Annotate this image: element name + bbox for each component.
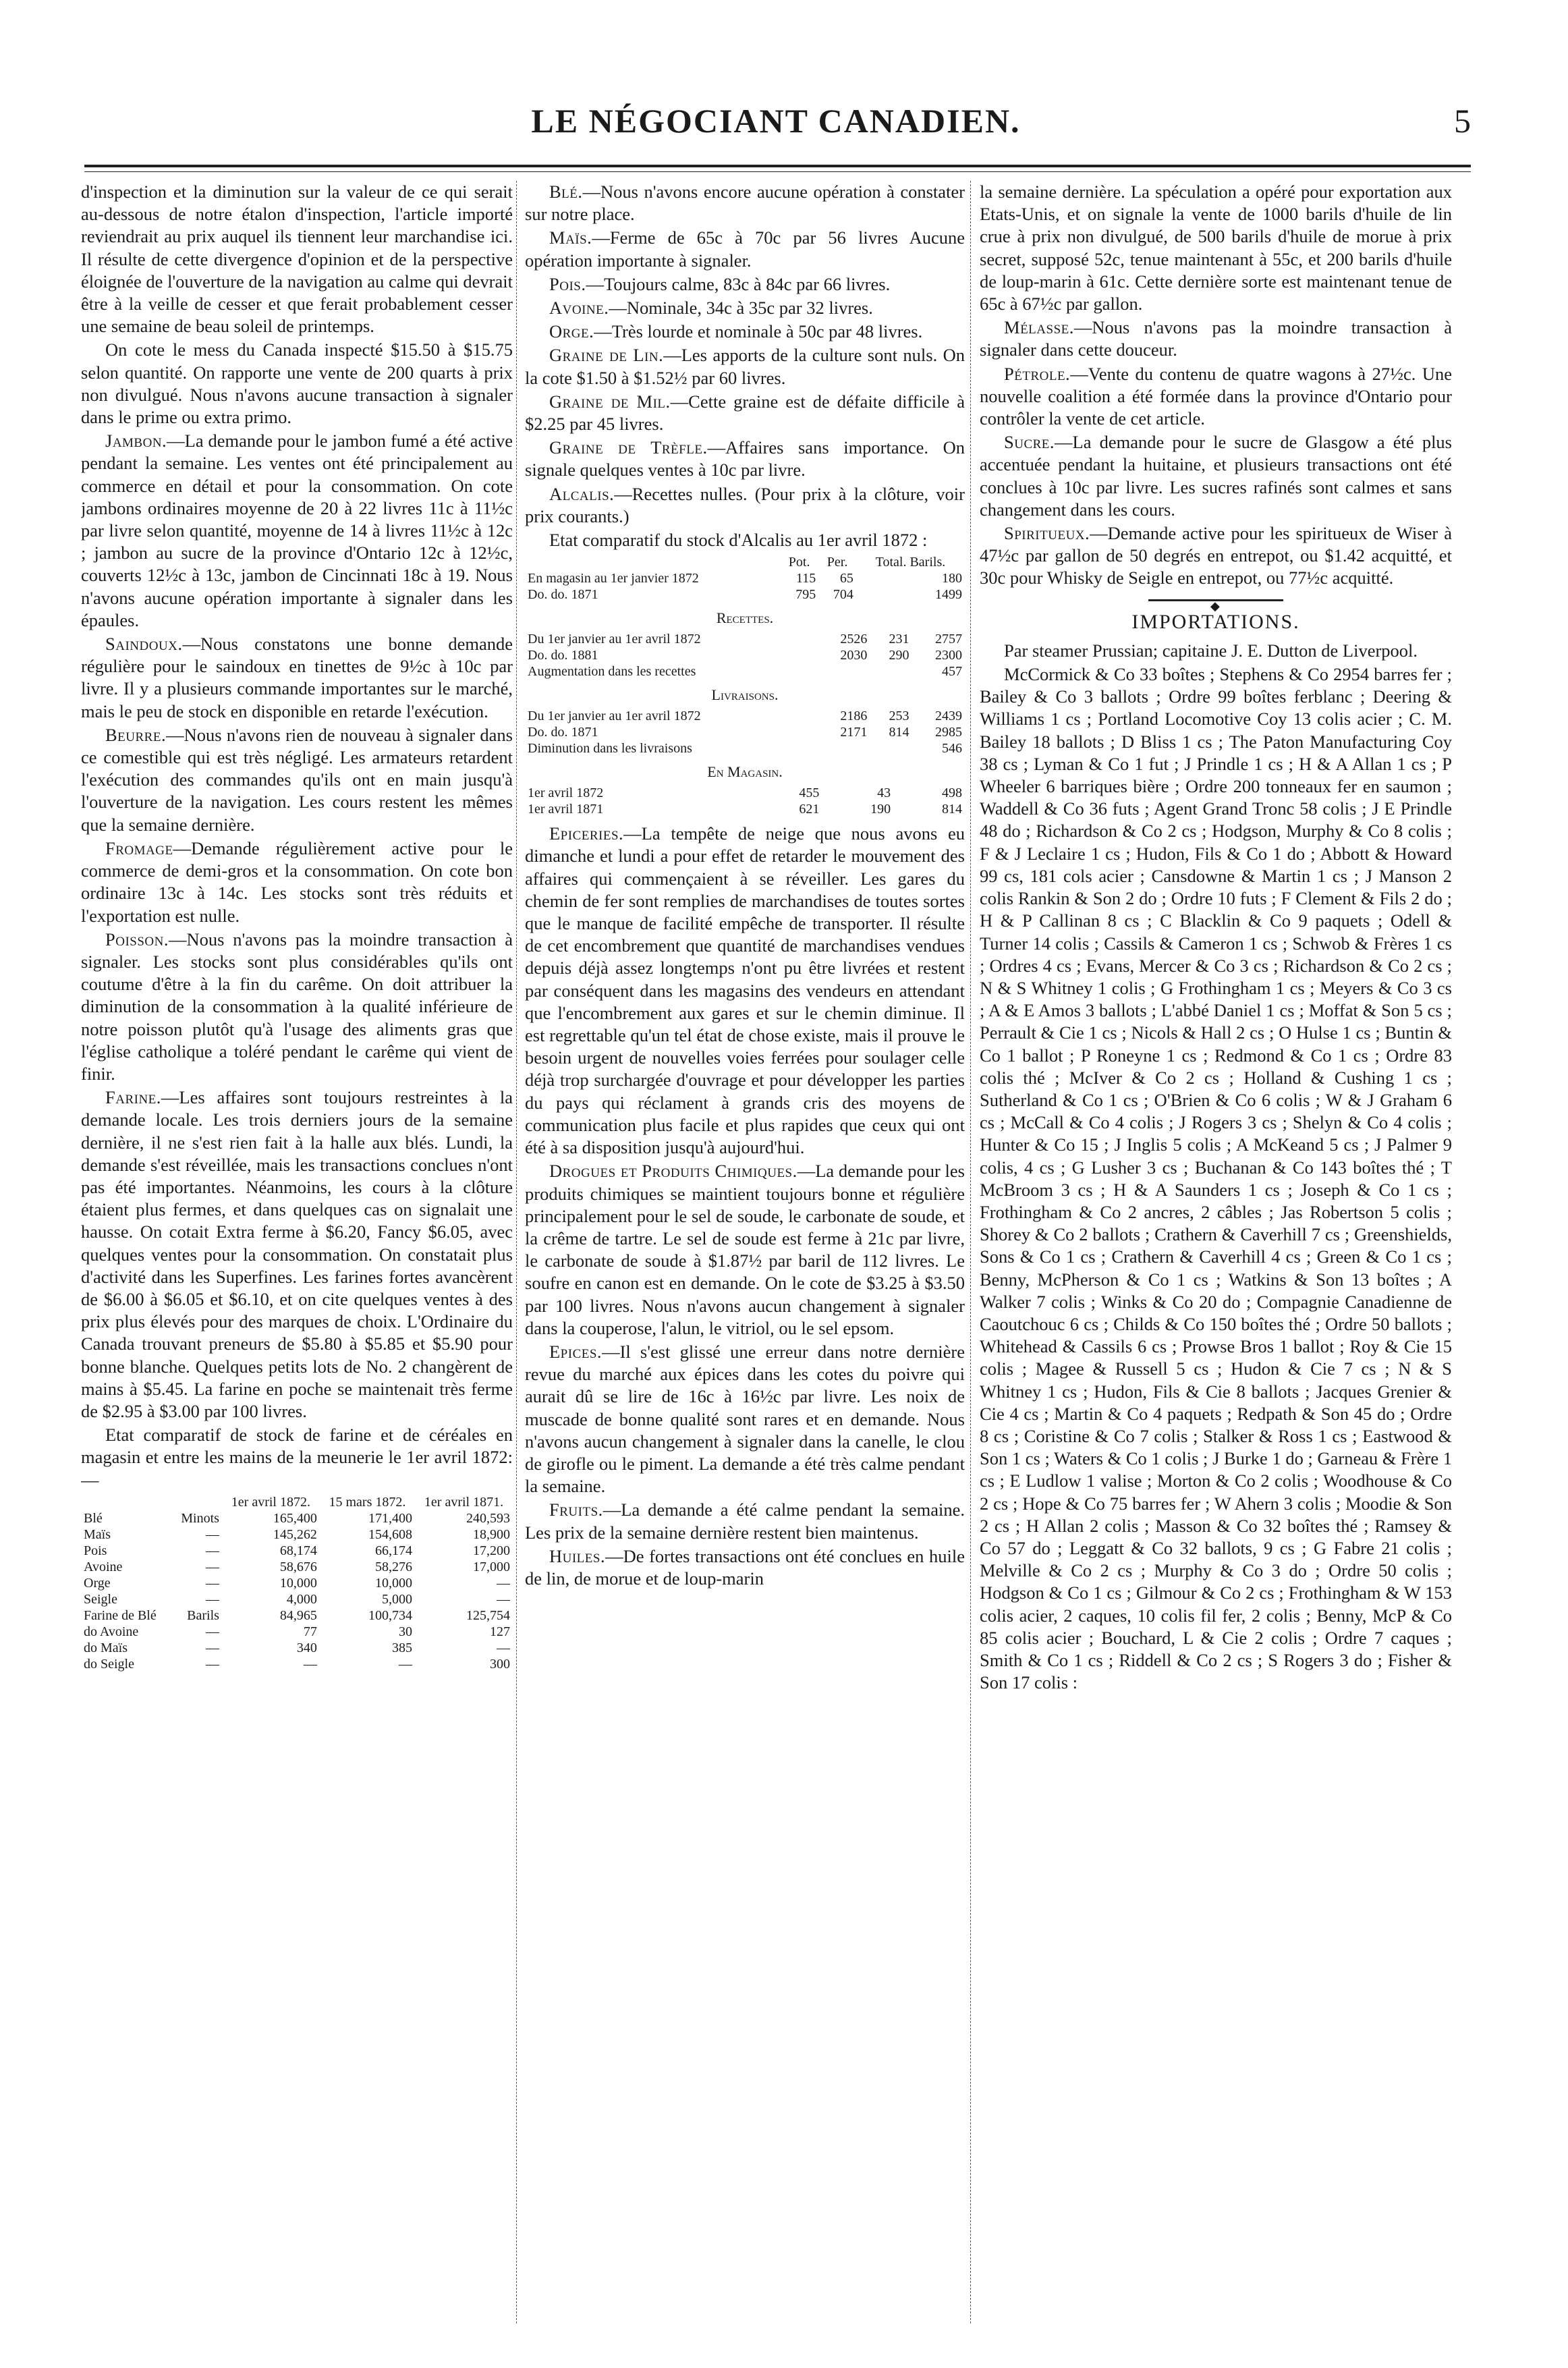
table-row (525, 586, 965, 603)
lead-pois: Pois. (549, 273, 586, 294)
text-orge: —Très lourde et nominale à 50c par 48 livres. (594, 321, 923, 342)
text-beurre: —Nous n'avons rien de nouveau à signaler dans ce comestible qui est très négligé. Les armateurs retardent l'exécution des commandes qu'ils ont en main jusqu'à l'ouverture de la navigation. Les cours restent les mêmes que la semaine dernière. (81, 724, 513, 835)
table-row-label: Du 1er janvier au 1er avril 1872 (528, 632, 701, 647)
table-header-cell (525, 554, 780, 570)
en-magasin-rows (525, 785, 965, 817)
table-cell: 1499 (935, 587, 962, 603)
text-graine-mil: —Cette graine est de défaite difficile à $2.25 par 45 livres. (525, 391, 965, 435)
table-header-cell: 1er avril 1872. (231, 1494, 310, 1510)
alcalis-table-title: Etat comparatif du stock d'Alcalis au 1er avril 1872 : (549, 530, 928, 551)
table-cell (870, 663, 912, 680)
text-pois: —Toujours calme, 83c à 84c par 66 livres. (586, 273, 891, 294)
text-jambon: —La demande pour le jambon fumé a été active pendant la semaine. Les ventes ont été principalement au commerce en détail et pour la consommation. On cote jambons ordinaires moyenne de 20 à 22 livres 11c à 11½c par livre selon quantité, moyenne de 14 à livres 11½c à 12c ; jambon au sucre de la province d'Ontario 12c à 12½c, couverts 12½c à 13c, jambon de Cincinnati 18c à 19. Nous n'avons aucune opération importante à signaler dans les épaules. (81, 431, 513, 630)
table-cell: 68,174 (279, 1543, 317, 1558)
paragraph-epices (525, 1341, 965, 1497)
text-drogues: —La demande pour les produits chimiques se maintient toujours bonne et régulière principalement pour le sel de soude, le carbonate de soude, et la crême de tartre. Le sel de soude est ferme à 21c par livre, le carbonate de soude à $1.87½ par baril de 112 livres. Le soufre en canon est en demande. On le cote de $3.25 à $3.50 par 100 livres. Nous n'avons aucun changement à signaler dans la couperose, l'alun, le vitriol, ou le sel epsom. (525, 1161, 965, 1338)
lead-orge: Orge. (549, 321, 594, 342)
table-cell: 814 (942, 802, 962, 817)
table-cell: 546 (942, 741, 962, 756)
table-row-label: do Seigle (84, 1656, 134, 1672)
table-row (525, 708, 965, 724)
text-epices: —Il s'est glissé une erreur dans notre dernière revue du marché aux épices dans les cotes du poivre qui aurait dû se lire de 16c à 16½c par livre. Les noix de muscade de bonne qualité sont rares et en demande. Nous n'avons aucun changement à signaler dans la canelle, le clou de girofle ou le piment. La demande a été très calme pendant la semaine. (525, 1341, 965, 1497)
paragraph-steamer: Par steamer Prussian; capitaine J. E. Dutton de Liverpool. (1004, 640, 1418, 661)
table-row-label: Do. do. 1881 (528, 648, 598, 663)
table-cell: 171,400 (368, 1510, 413, 1526)
table-row (81, 1656, 513, 1672)
recettes-rows (525, 631, 965, 680)
table-cell: — (205, 1640, 219, 1655)
table-row (81, 1559, 513, 1575)
stock-table-body (81, 1510, 513, 1672)
table-cell: — (205, 1624, 219, 1639)
table-cell: 18,900 (473, 1526, 510, 1542)
table-cell: 2985 (935, 725, 962, 740)
table-row (81, 1526, 513, 1543)
lead-jambon: Jambon. (105, 431, 167, 451)
text-melasse: —Nous n'avons pas la moindre transaction à signaler dans cette douceur. (980, 317, 1452, 360)
table-row-label: Avoine (84, 1559, 123, 1574)
table-row-label: Augmentation dans les recettes (528, 664, 696, 680)
lead-saindoux: Saindoux. (105, 634, 183, 655)
table-row-label: Diminution dans les livraisons (528, 741, 692, 756)
text-huiles: —De fortes transactions ont été conclues en huile de lin, de morue et de loup-marin (525, 1545, 965, 1589)
table-row (81, 1640, 513, 1656)
table-row-label: Do. do. 1871 (528, 587, 598, 603)
table-row (525, 801, 965, 817)
paragraph-petrole (980, 363, 1452, 431)
table-cell: — (205, 1591, 219, 1607)
table-cell: 498 (942, 786, 962, 801)
table-row-label: Maïs (84, 1526, 111, 1542)
paragraph-poisson (81, 929, 513, 1085)
table-header-cell (171, 1494, 222, 1510)
page-header (81, 101, 1471, 162)
paragraph-huiles (525, 1545, 965, 1590)
section-divider (1148, 599, 1283, 613)
column-3 (980, 181, 1452, 2330)
paragraph-huiles-continued: la semaine dernière. La spéculation a opéré pour exportation aux Etats-Unis, et on signale la vente de 1000 barils d'huile de lin crue à prix non divulgué, de 500 barils d'huile de morue à prix secret, supposé 52c, tenue maintenant à 55c, et 200 barils d'huile de loup-marin à 61c. Cette dernière sorte est maintenant tenue de 65c à 67½c par gallon. (980, 182, 1452, 314)
table-cell: 17,000 (473, 1559, 510, 1574)
table-cell: Barils (187, 1607, 219, 1623)
paragraph-ble (525, 181, 965, 225)
paragraph-jambon (81, 430, 513, 632)
paragraph-mess: On cote le mess du Canada inspecté $15.50 à $15.75 selon quantité. On rapporte une vente de 200 quarts à prix non divulgué. Nous n'avons aucune transaction à signaler dans le prime ou extra primo. (81, 339, 513, 428)
paragraph-saindoux (81, 633, 513, 723)
recettes-table (525, 631, 965, 680)
table-cell: 2300 (935, 648, 962, 663)
table-cell: 2757 (935, 632, 962, 647)
recettes-heading: Recettes. (716, 609, 774, 627)
en-magasin-table (525, 785, 965, 817)
table-row-label: Orge (84, 1575, 111, 1591)
table-cell: 253 (889, 709, 909, 724)
lead-poisson: Poisson. (105, 929, 169, 949)
table-header-row (81, 1494, 513, 1510)
table-cell: 2171 (840, 725, 868, 740)
text-ble: —Nous n'avons encore aucune opération à constater sur notre place. (525, 182, 965, 225)
column-divider-1 (516, 181, 517, 2323)
paragraph-alcalis (525, 483, 965, 528)
table-cell: 385 (392, 1640, 413, 1655)
table-cell: 704 (833, 587, 853, 603)
lead-huiles: Huiles. (549, 1545, 606, 1566)
table-row-label: do Maïs (84, 1640, 128, 1655)
table-row-label: Du 1er janvier au 1er avril 1872 (528, 709, 701, 724)
table-row-label: En magasin au 1er janvier 1872 (528, 571, 699, 586)
newspaper-title: LE NÉGOCIANT CANADIEN. (531, 102, 1021, 140)
table-cell: 455 (799, 786, 820, 801)
paragraph-drogues (525, 1160, 965, 1340)
table-cell: 30 (399, 1624, 413, 1639)
table-row (81, 1591, 513, 1607)
table-row-label: 1er avril 1872 (528, 786, 604, 801)
table-cell: 100,734 (368, 1607, 413, 1623)
table-cell: — (497, 1591, 510, 1607)
lead-farine: Farine. (105, 1087, 161, 1108)
paragraph-continued: d'inspection et la diminution sur la valeur de ce qui serait au-dessous de notre étalon d'inspection, l'article importé reviendrait au prix auquel ils tiennent leur marchandise ici. Il résulte de cette divergence d'opinion et de la perspective éloignée de l'ouverture de la navigation au calme qui devrait être à la veille de cesser et que ferait probablement cesser une semaine de beau soleil de printemps. (81, 182, 513, 337)
table-cell: 10,000 (279, 1575, 317, 1591)
table-cell: 795 (795, 587, 816, 603)
table-row (81, 1510, 513, 1526)
lead-avoine: Avoine. (549, 298, 609, 319)
table-cell: 10,000 (375, 1575, 413, 1591)
table-row-label: Farine de Blé (84, 1607, 157, 1623)
importations-heading: IMPORTATIONS. (1131, 610, 1300, 633)
paragraph-spiritueux (980, 522, 1452, 590)
table-header-cell (81, 1494, 171, 1510)
table-row (525, 631, 965, 647)
lead-spiritueux: Spiritueux. (1004, 523, 1090, 544)
table-cell: 58,676 (279, 1559, 317, 1574)
flour-grain-stock-table (81, 1494, 513, 1672)
lead-epices: Epices. (549, 1341, 603, 1362)
text-petrole: —Vente du contenu de quatre wagons à 27½c. Une nouvelle coalition a été formée dans la province d'Ontario pour contrôler la vente de cet article. (980, 363, 1452, 429)
table-cell: 2439 (935, 709, 962, 724)
lead-sucre: Sucre. (1004, 432, 1055, 453)
table-cell (817, 740, 870, 756)
table-cell: 43 (877, 786, 891, 801)
table-cell: — (497, 1640, 510, 1655)
table-cell: 5,000 (382, 1591, 413, 1607)
text-spiritueux: —Demande active pour les spiritueux de Wiser à 47½c par gallon de 50 degrés en entrepot, ou $1.42 acquitté, et 30c pour Whisky de Seigle en entrepot, ou 77½c acquitté. (980, 523, 1452, 588)
text-graine-lin: —Les apports de la culture sont nuls. On la cote $1.50 à $1.52½ par 60 livres. (525, 345, 965, 388)
table-cell: — (205, 1526, 219, 1542)
table-cell: 165,400 (273, 1510, 317, 1526)
table-row (81, 1575, 513, 1591)
table-cell (870, 740, 912, 756)
paragraph-mais (525, 227, 965, 271)
text-epiceries: —La tempête de neige que nous avons eu dimanche et lundi a pour effet de retarder le mouvement des affaires qui commençaient à se réveiller. Les gares du chemin de fer sont remplies de marchandises de toutes sortes que le manque de facilité empêche de transporter. Il résulte de cet encombrement que quantité de marchandises vendues depuis déjà assez longtemps n'ont pu être livrées et restent par conséquent dans les magasins des vendeurs en attendant que l'encombrement aux gares et sur le chemin diminue. Il est regrettable qu'un tel état de chose existe, mais il prouve le besoin urgent de nouvelles voies ferrées pour soulager celle déjà trop surchargée d'ouvrage et pour développer les parties du pays qui réclament à grands cris des moyens de communication plus facile et plus rapides que ceux qui ont été à sa disposition jusqu'à aujourd'hui. (525, 823, 965, 1158)
table-row (81, 1624, 513, 1640)
paragraph-graine-lin (525, 344, 965, 389)
paragraph-farine (81, 1086, 513, 1423)
lead-graine-mil: Graine de Mil. (549, 391, 671, 412)
text-graine-trefle: —Affaires sans importance. On signale quelques ventes à 10c par livre. (525, 437, 965, 480)
table-header-cell: 1er avril 1871. (424, 1494, 504, 1510)
table-cell: 621 (799, 802, 820, 817)
table-row-label: Seigle (84, 1591, 117, 1607)
table-row-label: 1er avril 1871 (528, 802, 604, 817)
table-cell: 154,608 (368, 1526, 413, 1542)
table-row (525, 724, 965, 740)
lead-beurre: Beurre. (105, 724, 167, 745)
table-cell: — (497, 1575, 510, 1591)
text-fruits: —La demande a été calme pendant la semaine. Les prix de la semaine dernière restent bien maintenus. (525, 1499, 965, 1543)
lead-fromage: Fromage (105, 837, 173, 858)
table-cell: 58,276 (375, 1559, 413, 1574)
stock-table-title: Etat comparatif de stock de farine et de céréales en magasin et entre les mains de la meunerie le 1er avril 1872:— (81, 1425, 513, 1490)
alcalis-stock-table (525, 554, 965, 603)
text-poisson: —Nous n'avons pas la moindre transaction à signaler. Les stocks sont plus considérables qu'ils ont coutume d'être à la fin du carême. On doit attribuer la diminution de la consommation à la qualité inférieure de notre poisson plutôt qu'à l'usage des aliments gras que l'église catholique a toléré pendant le carême qui vient de finir. (81, 929, 513, 1084)
table-row (81, 1607, 513, 1624)
column-divider-2 (970, 181, 971, 2323)
table-cell: 290 (889, 648, 909, 663)
table-cell: — (205, 1656, 219, 1672)
table-cell: 66,174 (375, 1543, 413, 1558)
paragraph-beurre (81, 724, 513, 836)
table-cell: 180 (942, 571, 962, 586)
text-saindoux: —Nous constatons une bonne demande régulière pour le saindoux en tinettes de 9½c à 10c par livre. Il y a plusieurs commande importantes sur le marché, mais le peu de stock en disponible en retarde l'exécution. (81, 634, 513, 721)
column-2 (525, 181, 965, 2330)
text-sucre: —La demande pour le sucre de Glasgow a été plus accentuée pendant la huitaine, et plusieurs transactions ont été conclues à 10c par livre. Les sucres rafinés sont calmes et sans changement dans les cours. (980, 432, 1452, 520)
table-cell: 2186 (840, 709, 868, 724)
table-header-cell: 15 mars 1872. (329, 1494, 406, 1510)
table-cell: 145,262 (273, 1526, 317, 1542)
table-row-label: do Avoine (84, 1624, 139, 1639)
table-row (81, 1543, 513, 1559)
table-cell: 77 (303, 1624, 317, 1639)
paragraph-sucre (980, 431, 1452, 521)
table-cell: — (205, 1559, 219, 1574)
table-cell: 2030 (840, 648, 868, 663)
table-cell: 17,200 (473, 1543, 510, 1558)
table-row-label: Pois (84, 1543, 107, 1558)
table-cell: Minots (181, 1510, 219, 1526)
table-header-cell: Total. Barils. (875, 555, 946, 570)
paragraph-importations-list: McCormick & Co 33 boîtes ; Stephens & Co 2954 barres fer ; Bailey & Co 3 ballots ; Ordre 99 boîtes ferblanc ; Deering & Williams 1 cs ; Portland Locomotive Coy 13 colis acier ; C. M. Bailey 18 ballots ; D Bliss 1 cs ; The Paton Manufacturing Coy 38 cs ; Lyman & Co 1 fut ; J Prindle 1 cs ; H & A Allan 1 cs ; P Wheeler 6 barriques bière ; Ordre 200 tonneaux fer en saumon ; Waddell & Co 36 futs ; Agent Grand Tronc 58 colis ; J E Prindle 48 do ; Richardson & Co 2 cs ; Hodgson, Murphy & Co 8 colis ; F & J Leclaire 1 cs ; Hudon, Fils & Co 1 do ; Abbott & Howard 99 cs, 181 cols acier ; Cansdowne & Martin 1 cs ; J Manson 2 colis Rankin & Son 2 do ; Ordre 10 futs ; F Clement & Fils 2 do ; H & P Callinan 8 cs ; C Blacklin & Co 9 paquets ; Odell & Turner 14 colis ; Cassils & Cameron 1 cs ; Schwob & Frères 1 cs ; Ordres 4 cs ; Evans, Mercer & Co 3 cs ; Richardson & Co 2 cs ; N & S Whitney 1 colis ; G Frothingham 1 cs ; Meyers & Co 3 cs ; A & E Amos 3 ballots ; L'abbé Daniel 1 cs ; Moffat & Son 5 cs ; Perrault & Cie 1 cs ; Nicols & Hall 2 cs ; O Hulse 1 cs ; Buntin & Co 1 ballot ; P Roneyne 1 cs ; Redmond & Co 1 cs ; Ordre 83 colis thé ; McIver & Co 2 cs ; Holland & Cushing 1 cs ; Sutherland & Co 1 cs ; O'Brien & Co 6 colis ; W & J Graham 6 cs ; McCall & Co 4 colis ; J Rogers 3 cs ; Shelyn & Co 4 colis ; Hunter & Co 15 ; J Inglis 5 colis ; A McKeand 5 cs ; J Palmer 9 colis, 4 cs ; G Lusher 3 cs ; Buchanan & Co 143 boîtes thé ; T McBroom 3 cs ; H & A Saunders 1 cs ; Joseph & Co 1 cs ; Frothingham & Co 2 ancres, 2 câbles ; Jas Robertson 5 colis ; Shorey & Co 2 ballots ; Crathern & Caverhill 7 cs ; Greenshields, Sons & Co 1 cs ; Crathern & Caverhill 4 cs ; Green & Co 1 cs ; Benny, McPherson & Co 1 cs ; Watkins & Son 13 boîtes ; A Walker 7 colis ; Winks & Co 20 do ; Compagnie Canadienne de Caoutchouc 6 cs ; Childs & Co 150 boîtes thé ; Ordre 50 ballots ; Whitehead & Cassils 6 cs ; Prowse Bros 1 ballot ; Roy & Cie 15 colis ; Magee & Russell 5 cs ; Hudon & Cie 7 cs ; N & S Whitney 1 cs ; Hudon, Fils & Cie 8 ballots ; Jacques Grenier & Cie 4 cs ; Martin & Co 4 paquets ; Redpath & Son 45 do ; Ordre 8 cs ; Coristine & Co 7 colis ; Stalker & Ross 1 cs ; Eastwood & Son 1 cs ; Waters & Co 1 colis ; J Burke 1 do ; Garneau & Frère 1 cs ; E Ludlow 1 valise ; Morton & Co 2 colis ; Woodhouse & Co 2 cs ; Hope & Co 75 barres fer ; W Ahern 3 colis ; Moodie & Son 2 cs ; H Allan 2 colis ; Masson & Co 32 boîtes thé ; Ramsey & Co 57 do ; Leggatt & Co 32 ballots, 9 cs ; G Fabre 21 colis ; Melville & Co 2 cs ; Murphy & Co 3 do ; Ordre 50 colis ; Hodgson & Co 1 cs ; Gilmour & Co 2 cs ; Frothingham & W 153 colis acier, 2 caques, 10 colis fil fer, 2 colis ; Benny, McP & Co 85 colis acier ; Bouchard, L & Cie 2 colis ; Ordre 7 caques ; Smith & Co 1 cs ; Riddell & Co 2 cs ; S Rogers 3 do ; Fisher & Son 17 colis : (980, 664, 1452, 1693)
lead-fruits: Fruits. (549, 1499, 603, 1520)
lead-ble: Blé. (549, 182, 583, 202)
table-cell: — (205, 1575, 219, 1591)
paragraph-graine-trefle (525, 437, 965, 481)
text-farine: —Les affaires sont toujours restreintes à la demande locale. Les trois derniers jours de la semaine dernière, il ne s'est rien fait à la halle aux blés. Lundi, la demande s'est réveillée, mais les transactions conclues n'ont pas été importantes. Néanmoins, les cours à la clôture étaient plus fermes, et dans quelques cas on signalait une hausse. On cotait Extra ferme à $6.20, Fancy $6.05, avec quelques ventes pour la consommation. On constatait plus d'activité dans les Superfines. Les farines fortes avancèrent de $6.00 à $6.05 et $6.10, et on cite quelques ventes à des prix plus élevés pour des marques de choix. L'Ordinaire du Canada trouvant preneurs de $5.80 à $5.85 et $5.90 pour bonne blanche. Quelques petits lots de No. 2 changèrent de mains à $5.45. La farine en poche se maintenait très ferme de $2.95 à $3.00 par 100 livres. (81, 1087, 513, 1421)
table-header-cell: Pot. (788, 555, 810, 570)
table-cell: 115 (795, 571, 816, 586)
paragraph-epiceries (525, 823, 965, 1159)
lead-mais: Maïs. (549, 227, 592, 248)
livraisons-table (525, 708, 965, 756)
paragraph-avoine (525, 297, 965, 319)
table-cell: 65 (839, 571, 853, 586)
livraisons-rows (525, 708, 965, 756)
table-cell: 2526 (840, 632, 868, 647)
lead-alcalis: Alcalis. (549, 483, 615, 504)
table-header-cell: Per. (827, 555, 848, 570)
text-avoine: —Nominale, 34c à 35c par 32 livres. (609, 298, 873, 319)
lead-graine-trefle: Graine de Trèfle. (549, 437, 708, 458)
table-cell: 84,965 (279, 1607, 317, 1623)
paragraph-melasse (980, 316, 1452, 361)
table-header-row (525, 554, 965, 570)
magasin-rows (525, 570, 965, 603)
table-row (525, 570, 965, 586)
table-cell: 340 (296, 1640, 317, 1655)
table-cell: — (205, 1543, 219, 1558)
table-cell (817, 663, 870, 680)
table-cell: 300 (490, 1656, 510, 1672)
table-row (525, 785, 965, 801)
column-1 (81, 181, 513, 2330)
livraisons-heading: Livraisons. (711, 686, 779, 704)
text-mais: —Ferme de 65c à 70c par 56 livres Aucune opération importante à signaler. (525, 227, 965, 271)
table-row-label: Blé (84, 1510, 103, 1526)
header-rule-thin (84, 171, 1471, 172)
table-cell: 125,754 (466, 1607, 510, 1623)
paragraph-pois (525, 273, 965, 296)
lead-petrole: Pétrole. (1004, 363, 1071, 384)
table-cell: 127 (490, 1624, 510, 1639)
table-cell: 240,593 (466, 1510, 510, 1526)
table-row (525, 647, 965, 663)
text-alcalis: —Recettes nulles. (Pour prix à la clôture, voir prix courants.) (525, 483, 965, 526)
table-cell: 457 (942, 664, 962, 680)
header-rule-thick (84, 165, 1471, 167)
lead-epiceries: Epiceries. (549, 823, 624, 844)
table-cell: 4,000 (286, 1591, 317, 1607)
paragraph-orge (525, 321, 965, 343)
text-fromage: —Demande régulièrement active pour le commerce de demi-gros et la consommation. On cote bon ordinaire 13c à 14c. Les stocks sont très réduits et l'exportation est nulle. (81, 837, 513, 926)
paragraph-fromage (81, 837, 513, 927)
table-cell: 190 (870, 802, 891, 817)
table-cell: 814 (889, 725, 909, 740)
table-cell: — (399, 1656, 413, 1672)
table-row (525, 740, 965, 756)
table-row-label: Do. do. 1871 (528, 725, 598, 740)
lead-melasse: Mélasse. (1004, 317, 1074, 338)
divider-ornament-icon: ◆ (1210, 599, 1220, 613)
paragraph-graine-mil (525, 391, 965, 435)
table-cell: — (303, 1656, 317, 1672)
lead-graine-lin: Graine de Lin. (549, 345, 664, 366)
lead-drogues: Drogues et Produits Chimiques. (549, 1161, 797, 1182)
en-magasin-heading: En Magasin. (707, 763, 783, 781)
table-cell: 231 (889, 632, 909, 647)
table-row (525, 663, 965, 680)
page-number: 5 (1454, 102, 1471, 140)
paragraph-fruits (525, 1499, 965, 1543)
